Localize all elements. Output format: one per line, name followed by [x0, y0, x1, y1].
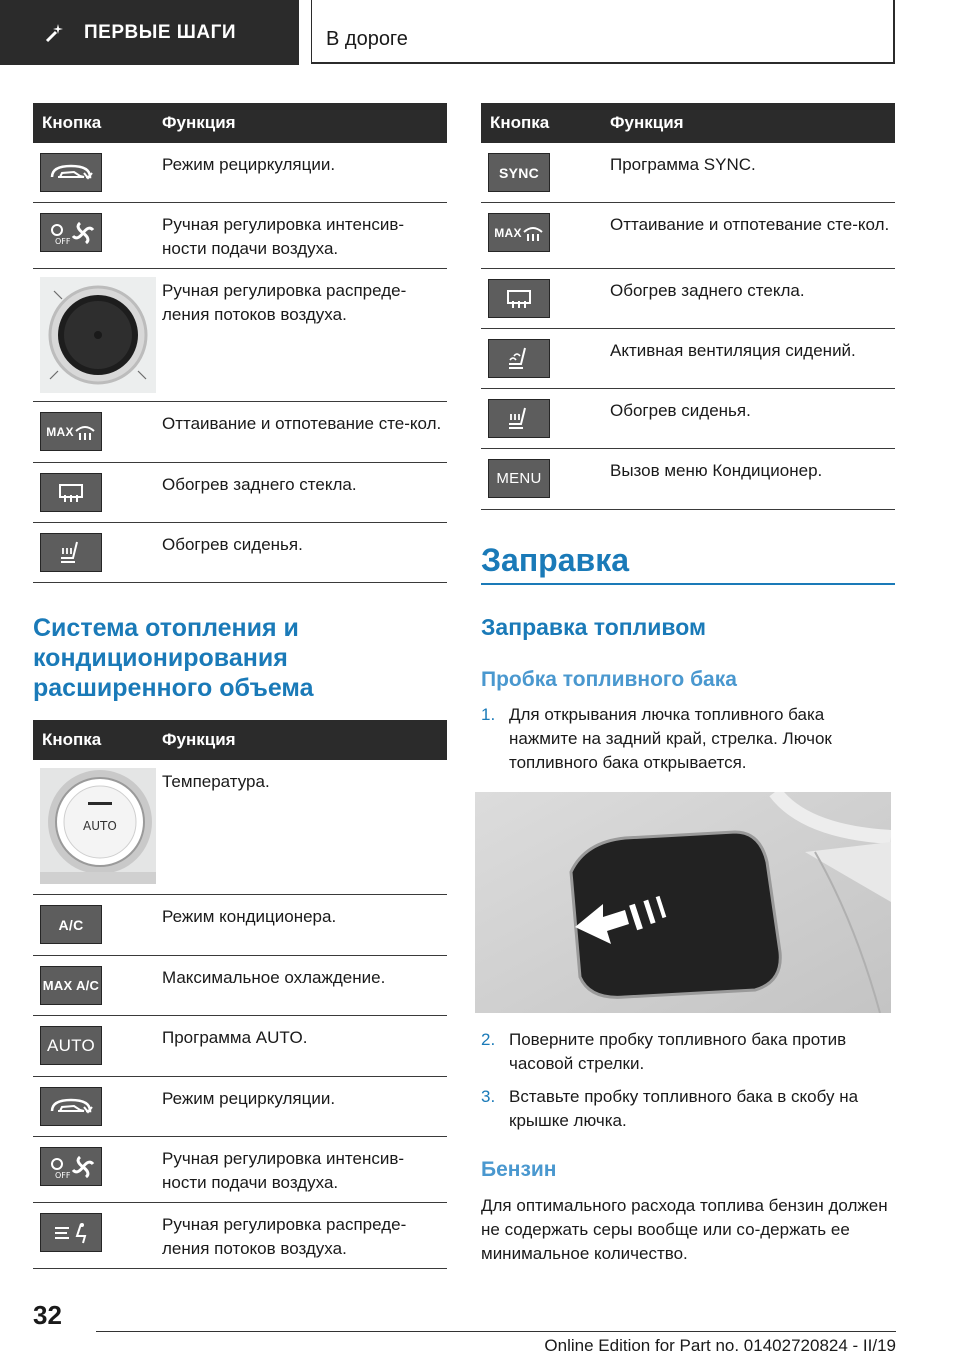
col-button-header: Кнопка [42, 730, 102, 749]
table-row [33, 523, 447, 583]
max-label: MAX [46, 424, 74, 439]
refuel-subtitle: Заправка топливом [481, 614, 707, 640]
table-row [33, 269, 447, 402]
ac-icon: A/C [40, 905, 102, 944]
subsection-title: В дороге [326, 28, 408, 50]
seat-heat-icon [40, 533, 102, 572]
table-row [33, 1077, 447, 1137]
function-text: Режим рециркуляции. [162, 155, 336, 174]
function-text: Ручная регулировка интенсив-ности подачи воздуха. [162, 1149, 405, 1192]
table-row [33, 1137, 447, 1203]
title-rule [481, 583, 895, 585]
page-number: 32 [33, 1300, 62, 1330]
table-row [33, 402, 447, 463]
col-function-header: Функция [162, 113, 236, 132]
table-row [33, 1016, 447, 1077]
table-row [481, 143, 895, 203]
list-item: 3. Вставьте пробку топливного бака в скобу на крышке лючка. [481, 1087, 859, 1130]
cap-heading: Пробка топливного бака [481, 668, 737, 691]
air-distribution-icon [40, 1213, 102, 1252]
col-button-header: Кнопка [42, 113, 102, 132]
function-text: Режим рециркуляции. [162, 1089, 336, 1108]
seat-vent-icon [488, 339, 550, 378]
table-row [481, 449, 895, 510]
function-text: Программа SYNC. [610, 155, 756, 174]
max-ac-icon: MAX A/C [40, 966, 102, 1005]
function-text: Оттаивание и отпотевание сте-кол. [162, 414, 442, 433]
fan-off-icon [40, 213, 102, 252]
table-row [481, 203, 895, 269]
table-row [33, 760, 447, 895]
function-text: Обогрев сиденья. [610, 401, 751, 420]
off-label: OFF [55, 236, 71, 246]
auto-icon: AUTO [40, 1026, 102, 1065]
fuel-flap-photo [475, 792, 891, 1013]
max-defrost-icon [488, 213, 550, 252]
function-text: Обогрев заднего стекла. [162, 475, 357, 494]
rear-defrost-icon [488, 279, 550, 318]
table-row [481, 269, 895, 329]
buttons-table-extended [33, 720, 447, 1269]
col-function-header: Функция [610, 113, 684, 132]
table-header [481, 103, 895, 143]
magic-wand-icon [44, 22, 66, 44]
function-text: Обогрев заднего стекла. [610, 281, 805, 300]
section-heading: Система отопления и кондиционирования расширенного объема [33, 614, 314, 702]
function-text: Ручная регулировка распреде-ления потоков воздуха. [162, 1215, 407, 1258]
rear-defrost-icon [40, 473, 102, 512]
table-header [33, 720, 447, 760]
max-label: MAX [494, 225, 522, 240]
list-item: 2. Поверните пробку топливного бака против часовой стрелки. [481, 1030, 847, 1073]
table-row [481, 389, 895, 449]
buttons-table-right [481, 103, 895, 510]
table-row [33, 463, 447, 523]
footer-edition: Online Edition for Part no. 01402720824 - II/19 [544, 1336, 896, 1355]
seat-heat-icon [488, 399, 550, 438]
table-row [33, 203, 447, 269]
function-text: Максимальное охлаждение. [162, 968, 386, 987]
list-item: 1. Для открывания лючка топливного бака нажмите на задний край, стрелка. Лючок топливного бака открывается. [481, 705, 832, 772]
refuel-title: Заправка [481, 542, 629, 578]
footer-rule [96, 1331, 896, 1332]
function-text: Оттаивание и отпотевание сте-кол. [610, 215, 890, 234]
col-button-header: Кнопка [490, 113, 550, 132]
function-text: Программа AUTO. [162, 1028, 308, 1047]
off-label: OFF [55, 1170, 71, 1180]
table-row [33, 143, 447, 203]
col-function-header: Функция [162, 730, 236, 749]
knob-photo [40, 277, 156, 393]
table-row [33, 956, 447, 1016]
subsection-tab [311, 0, 895, 64]
section-title: ПЕРВЫЕ ШАГИ [84, 21, 237, 43]
max-defrost-icon [40, 412, 102, 451]
recirculation-icon [40, 153, 102, 192]
function-text: Ручная регулировка распреде-ления потоков воздуха. [162, 281, 407, 324]
auto-label: AUTO [83, 819, 117, 833]
function-text: Режим кондиционера. [162, 907, 337, 926]
function-text: Вызов меню Кондиционер. [610, 461, 823, 480]
petrol-heading: Бензин [481, 1158, 557, 1181]
section-tab[interactable] [0, 0, 299, 65]
table-header [33, 103, 447, 143]
auto-dial-photo [40, 768, 156, 884]
table-row [33, 1203, 447, 1269]
table-row [33, 895, 447, 956]
fan-off-icon [40, 1147, 102, 1186]
function-text: Температура. [162, 772, 270, 791]
petrol-text: Для оптимального расхода топлива бензин должен не содержать серы вообще или со-держать ее минимальное количество. [481, 1196, 888, 1263]
function-text: Ручная регулировка интенсив-ности подачи воздуха. [162, 215, 405, 258]
menu-icon: MENU [488, 459, 550, 498]
buttons-table-basic [33, 103, 447, 583]
recirculation-icon [40, 1087, 102, 1126]
table-row [481, 329, 895, 389]
function-text: Активная вентиляция сидений. [610, 341, 856, 360]
sync-icon: SYNC [488, 153, 550, 192]
function-text: Обогрев сиденья. [162, 535, 303, 554]
